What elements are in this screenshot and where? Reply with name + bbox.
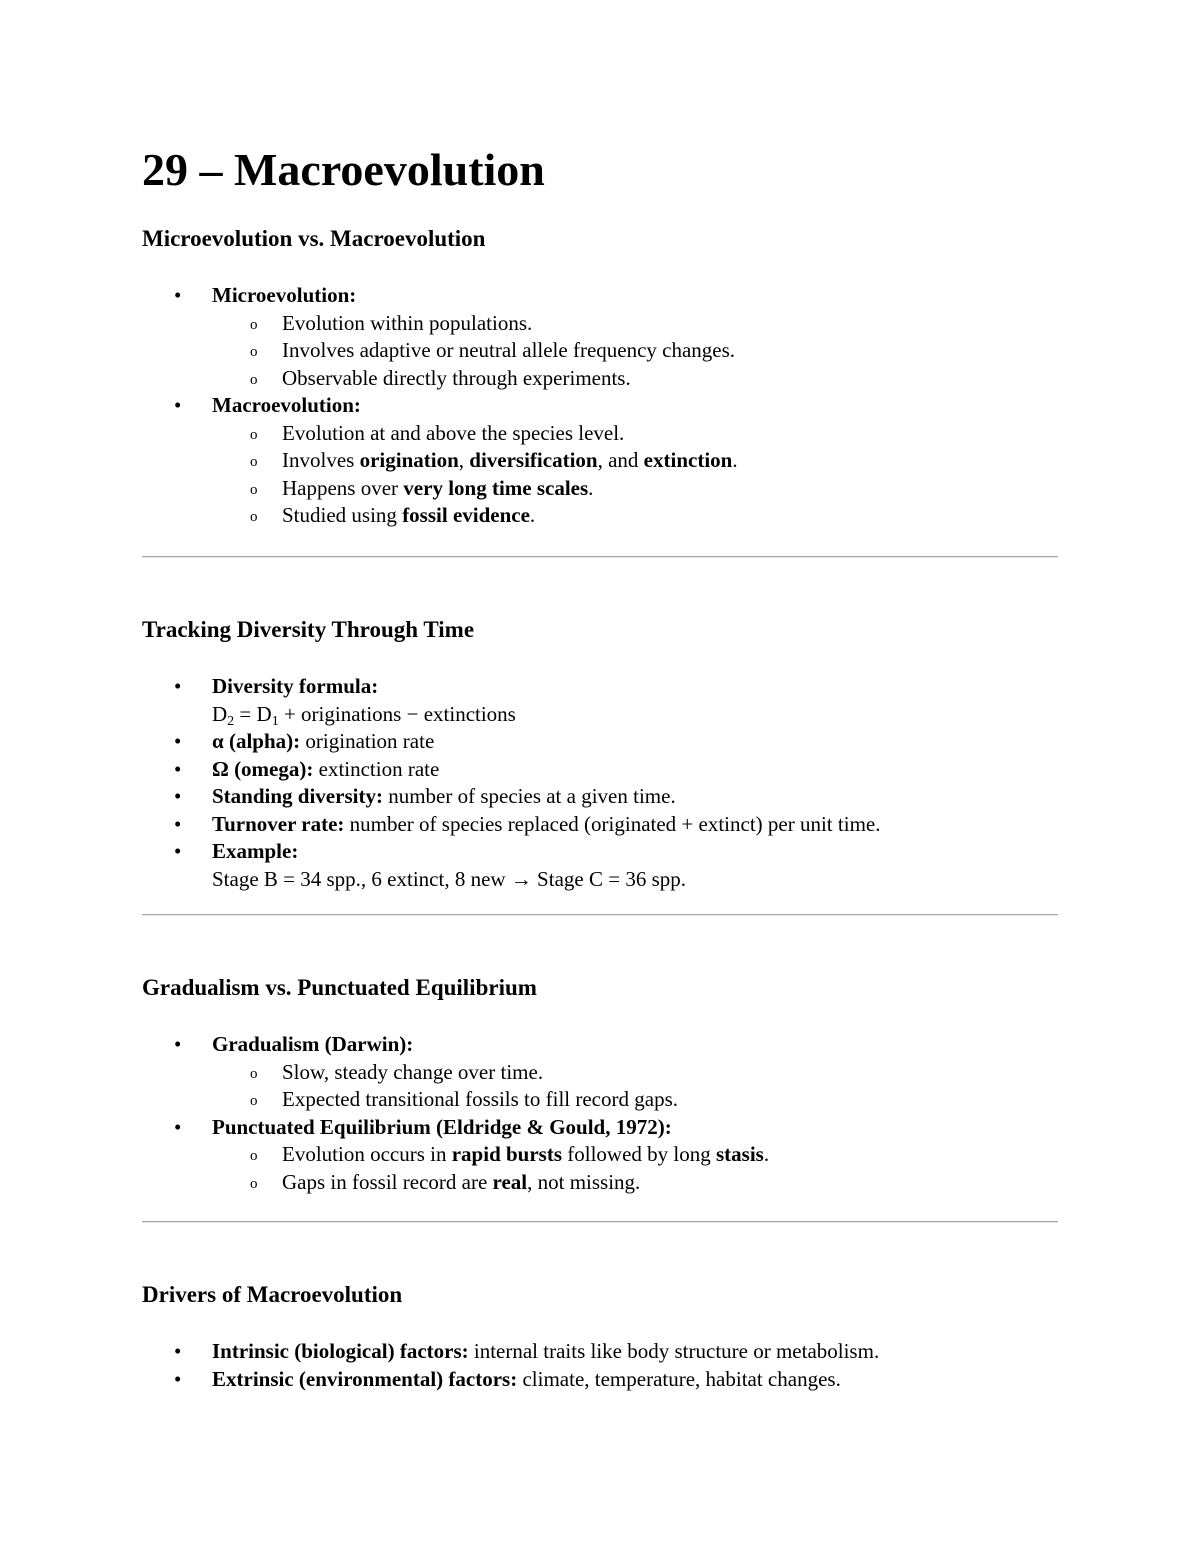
section-heading-micro-vs-macro: Microevolution vs. Macroevolution	[142, 226, 486, 251]
section-divider	[142, 1221, 1058, 1223]
sublist-item: o Studied using fossil evidence.	[212, 502, 738, 530]
list-tracking-diversity	[142, 673, 880, 893]
sublist-item: o Involves adaptive or neutral allele frequency changes.	[212, 337, 738, 365]
list-drivers	[142, 1338, 879, 1393]
list-item: • Example: Stage B = 34 spp., 6 extinct, 8 new → Stage C = 36 spp.	[142, 838, 880, 893]
list-item: • Gradualism (Darwin): o Slow, steady change over time. o Expected transitional fossils to fill record gaps.	[142, 1031, 769, 1114]
sublist-item: o Evolution at and above the species level.	[212, 420, 738, 448]
example-text: Stage B = 34 spp., 6 extinct, 8 new → Stage C = 36 spp.	[212, 866, 686, 891]
list-item: • Microevolution: o Evolution within populations. o Involves adaptive or neutral allele frequency changes. o Observable directly through experiments.	[142, 282, 738, 392]
list-item: • α (alpha): origination rate	[142, 728, 880, 756]
sublist-item: o Gaps in fossil record are real, not missing.	[212, 1169, 769, 1197]
sublist-item: o Observable directly through experiments.	[212, 365, 738, 393]
section-divider	[142, 914, 1058, 916]
sublist	[212, 310, 738, 393]
list-item: • Turnover rate: number of species replaced (originated + extinct) per unit time.	[142, 811, 880, 839]
sublist-item: o Evolution occurs in rapid bursts followed by long stasis.	[212, 1141, 769, 1169]
sublist	[212, 1141, 769, 1196]
list-item: • Standing diversity: number of species at a given time.	[142, 783, 880, 811]
sublist-item: o Happens over very long time scales.	[212, 475, 738, 503]
sublist-item: o Involves origination, diversification, and extinction.	[212, 447, 738, 475]
sublist	[212, 1059, 769, 1114]
section-heading-drivers: Drivers of Macroevolution	[142, 1282, 403, 1307]
section-heading-tracking-diversity: Tracking Diversity Through Time	[142, 617, 475, 642]
sublist	[212, 420, 738, 530]
section-heading-gradualism: Gradualism vs. Punctuated Equilibrium	[142, 975, 537, 1000]
sublist-item: o Evolution within populations.	[212, 310, 738, 338]
list-item: • Punctuated Equilibrium (Eldridge & Gould, 1972): o Evolution occurs in rapid bursts followed by long stasis. o Gaps in fossil record are real, not missing.	[142, 1114, 769, 1197]
page-title: 29 – Macroevolution	[142, 144, 545, 195]
sublist-item: o Slow, steady change over time.	[212, 1059, 769, 1087]
sublist-item: o Expected transitional fossils to fill record gaps.	[212, 1086, 769, 1114]
list-item: • Ω (omega): extinction rate	[142, 756, 880, 784]
list-micro-vs-macro	[142, 282, 738, 530]
list-item: • Macroevolution: o Evolution at and above the species level. o Involves origination, diversification, and extinction. o Happens over very long time scales. o Studied using fossil evidence.	[142, 392, 738, 530]
list-item: • Diversity formula: $D_2 = D_1$ + originations − extinctions	[142, 673, 880, 728]
section-divider	[142, 556, 1058, 558]
list-item: • Intrinsic (biological) factors: internal traits like body structure or metabolism.	[142, 1338, 879, 1366]
list-item: • Extrinsic (environmental) factors: climate, temperature, habitat changes.	[142, 1366, 879, 1394]
list-gradualism	[142, 1031, 769, 1196]
diversity-formula: $D_2 = D_1$ + originations − extinctions	[212, 701, 516, 729]
